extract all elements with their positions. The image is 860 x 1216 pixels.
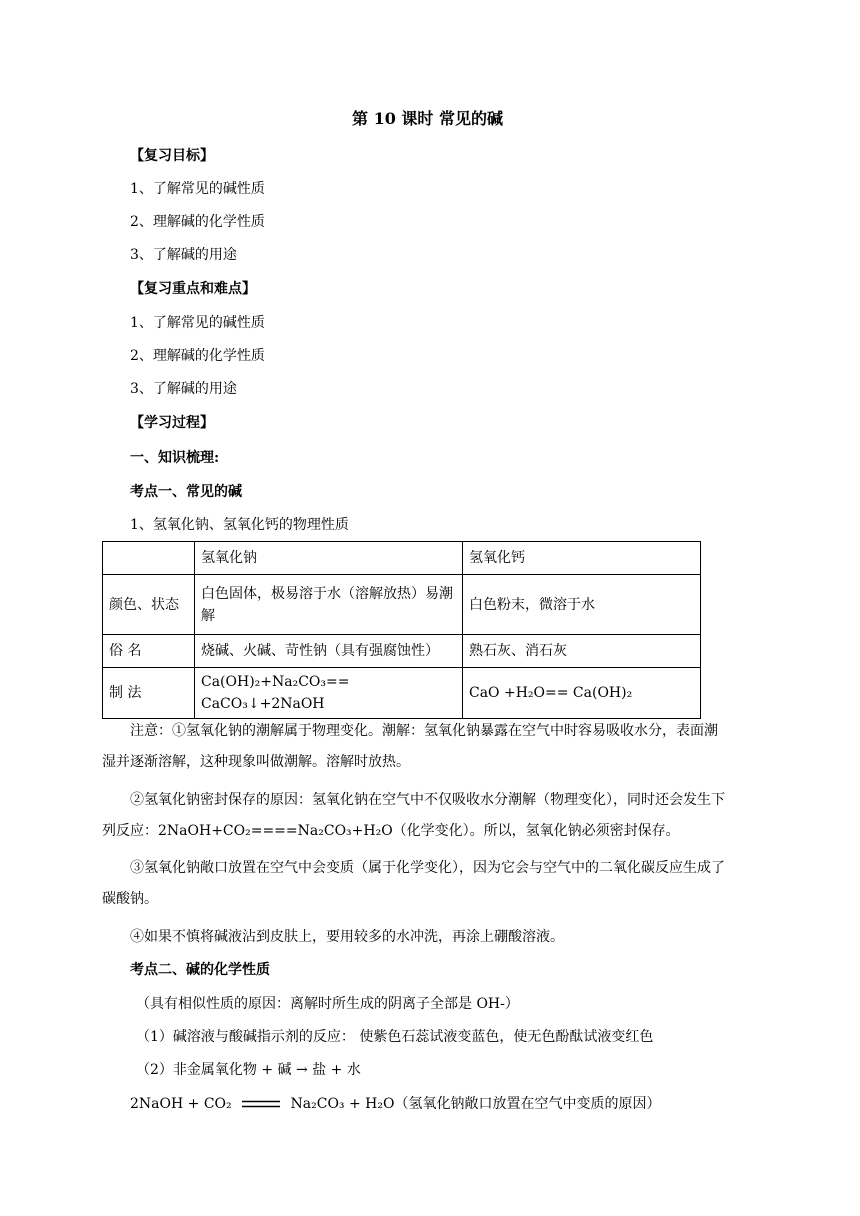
row-label: 俗 名	[103, 635, 195, 668]
table-row	[103, 575, 701, 635]
part-heading: 一、知识梳理:	[130, 450, 220, 466]
section-learning-process: 【学习过程】	[130, 415, 214, 431]
table-header-cell: 氢氧化钠	[195, 542, 463, 575]
cell-naoh: 白色固体，极易溶于水（溶解放热）易潮解	[195, 575, 463, 635]
equation-line	[130, 1094, 660, 1114]
key-item: 3、了解碱的用途	[130, 381, 237, 397]
property-item: （2）非金属氧化物 + 碱 → 盐 + 水	[136, 1062, 361, 1078]
table-header-cell	[103, 542, 195, 575]
goal-item: 3、了解碱的用途	[130, 247, 237, 263]
equation-right: Na₂CO₃ + H₂O（氢氧化钠敞口放置在空气中变质的原因）	[290, 1096, 661, 1112]
cell-caoh: 熟石灰、消石灰	[463, 635, 701, 668]
cell-caoh: CaO +H₂O== Ca(OH)₂	[463, 668, 701, 719]
table-header-cell: 氢氧化钙	[463, 542, 701, 575]
section-review-goals: 【复习目标】	[130, 148, 214, 164]
key-item: 2、理解碱的化学性质	[130, 348, 265, 364]
note-paragraph: 注意：①氢氧化钠的潮解属于物理变化。潮解：氢氧化钠暴露在空气中时容易吸收水分，表面潮湿并逐渐溶解，这种现象叫做潮解。溶解时放热。	[102, 723, 718, 770]
table-row	[103, 668, 701, 719]
note-paragraph: ③氢氧化钠敞口放置在空气中会变质（属于化学变化），因为它会与空气中的二氧化碳反应生成了碳酸钠。	[102, 860, 725, 907]
cell-caoh: 白色粉末，微溶于水	[463, 575, 701, 635]
key-item: 1、了解常见的碱性质	[130, 315, 265, 331]
reason-text: （具有相似性质的原因：离解时所生成的阴离子全部是 OH-）	[136, 996, 519, 1012]
point-heading: 考点一、常见的碱	[130, 484, 242, 500]
goal-item: 2、理解碱的化学性质	[130, 214, 265, 230]
page-title: 第 10 课时 常见的碱	[352, 109, 503, 128]
cell-naoh: 烧碱、火碱、苛性钠（具有强腐蚀性）	[195, 635, 463, 668]
equation-left: 2NaOH + CO₂	[130, 1096, 232, 1112]
row-label: 颜色、状态	[103, 575, 195, 635]
note-paragraph: ②氢氧化钠密封保存的原因：氢氧化钠在空气中不仅吸收水分潮解（物理变化），同时还会发生下列反应：2NaOH+CO₂====Na₂CO₃+H₂O（化学变化）。所以，氢氧化钠必须密封保存。	[102, 792, 725, 839]
section-key-points: 【复习重点和难点】	[130, 281, 256, 297]
cell-naoh: Ca(OH)₂+Na₂CO₃== CaCO₃↓+2NaOH	[195, 668, 463, 719]
table-row	[103, 635, 701, 668]
subsection-heading: 1、氢氧化钠、氢氧化钙的物理性质	[130, 517, 349, 533]
table-header-row	[103, 542, 701, 575]
point-heading: 考点二、碱的化学性质	[130, 962, 270, 978]
goal-item: 1、了解常见的碱性质	[130, 181, 265, 197]
equals-sign-icon	[242, 1100, 280, 1108]
row-label: 制 法	[103, 668, 195, 719]
note-paragraph: ④如果不慎将碱液沾到皮肤上，要用较多的水冲洗，再涂上硼酸溶液。	[130, 929, 564, 945]
properties-table	[102, 541, 701, 719]
property-item: （1）碱溶液与酸碱指示剂的反应： 使紫色石蕊试液变蓝色，使无色酚酞试液变红色	[136, 1029, 654, 1045]
